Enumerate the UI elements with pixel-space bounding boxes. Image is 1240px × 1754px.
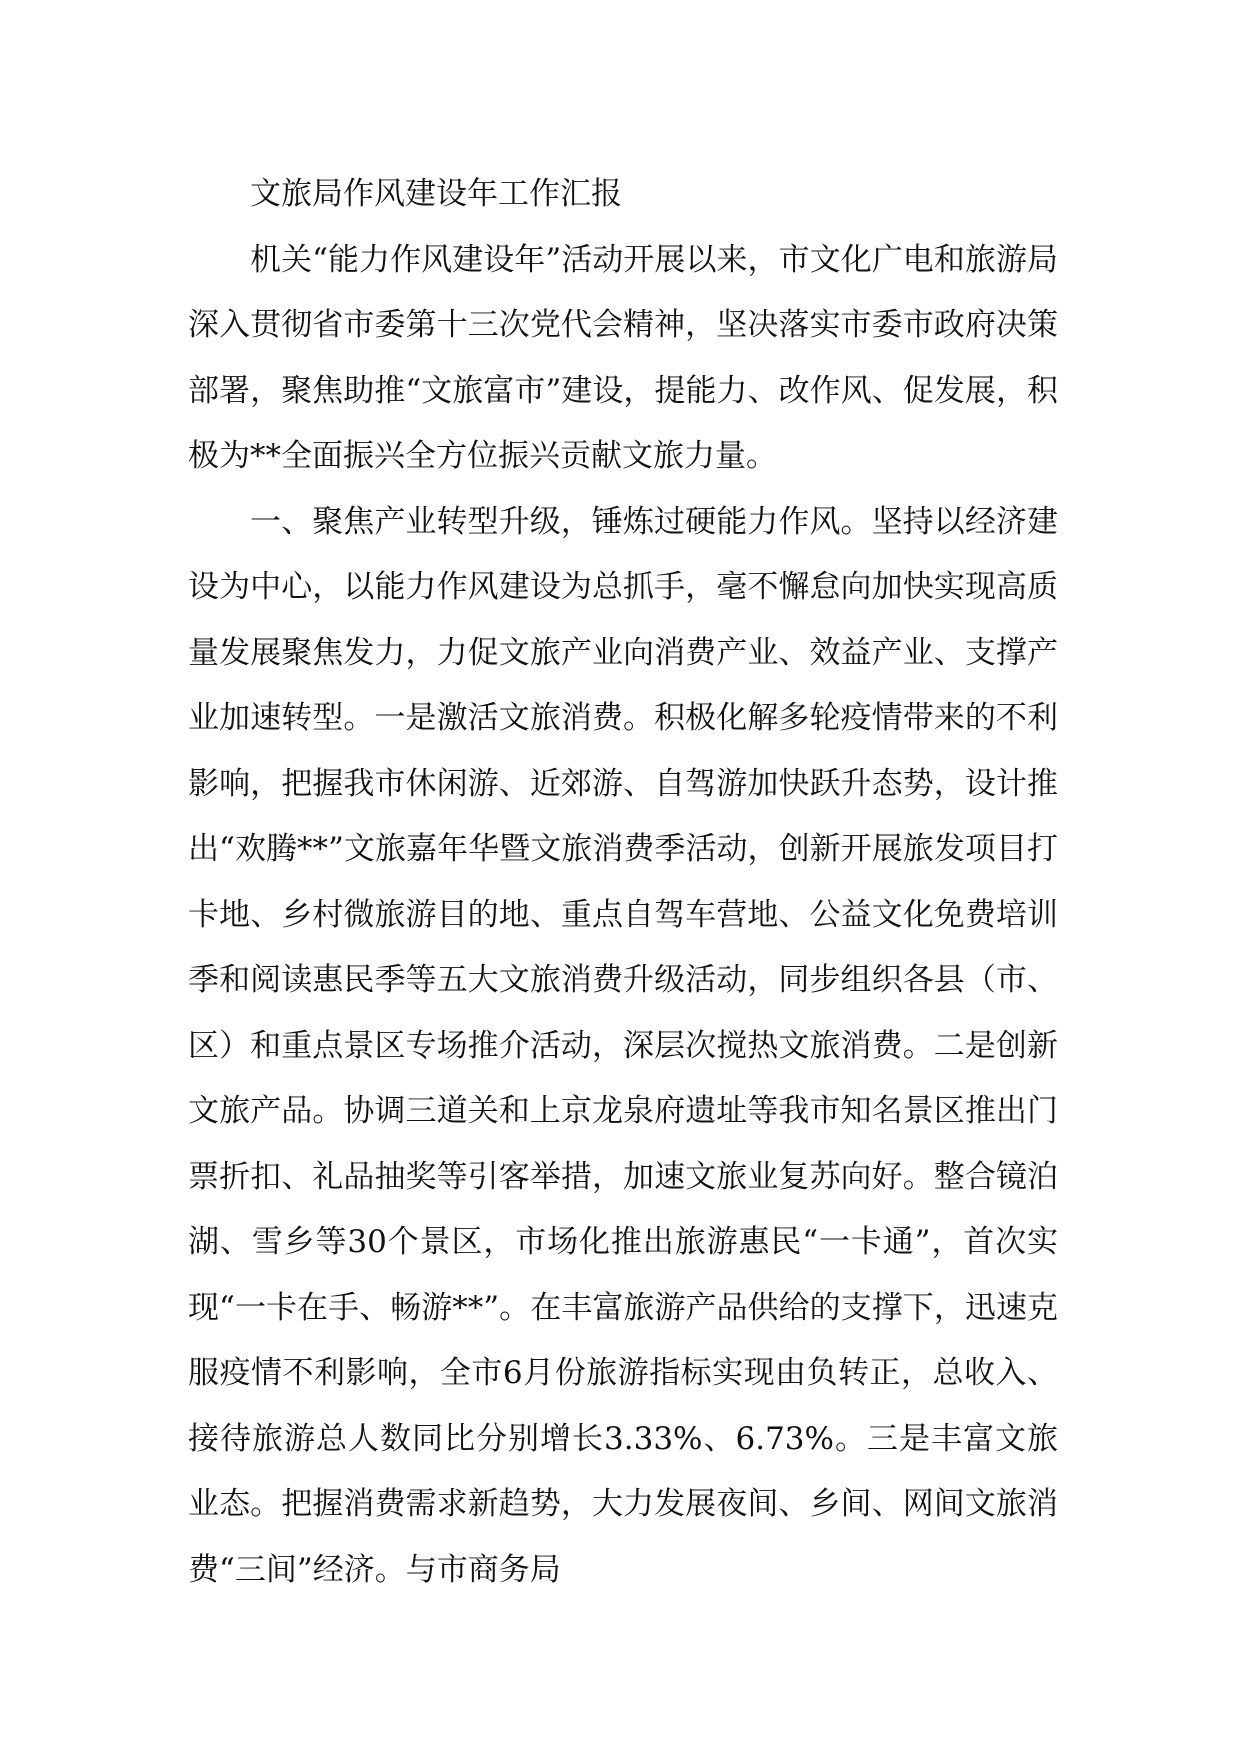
document-title: 文旅局作风建设年工作汇报: [250, 176, 622, 212]
section-one-paragraph: 一、聚焦产业转型升级，锤炼过硬能力作风。坚持以经济建设为中心，以能力作风建设为总抓手，毫不懈怠向加快实现高质量发展聚焦发力，力促文旅产业向消费产业、效益产业、支撑产业加速转型。一是激活文旅消费。积极化解多轮疫情带来的不利影响，把握我市休闲游、近郊游、自驾游加快跃升态势，设计推出“欢腾**”文旅嘉年华暨文旅消费季活动，创新开展旅发项目打卡地、乡村微旅游目的地、重点自驾车营地、公益文化免费培训季和阅读惠民季等五大文旅消费升级活动，同步组织各县（市、区）和重点景区专场推介活动，深层次搅热文旅消费。二是创新文旅产品。协调三道关和上京龙泉府遗址等我市知名景区推出门票折扣、礼品抽奖等引客举措，加速文旅业复苏向好。整合镜泊湖、雪乡等30个景区，市场化推出旅游惠民“一卡通”，首次实现“一卡在手、畅游**”。在丰富旅游产品供给的支撑下，迅速克服疫情不利影响，全市6月份旅游指标实现由负转正，总收入、接待旅游总人数同比分别增长3.33%、6.73%。三是丰富文旅业态。把握消费需求新趋势，大力发展夜间、乡间、网间文旅消费“三间”经济。与市商务局: [188, 503, 1058, 1588]
document-body: [188, 162, 1058, 1603]
intro-paragraph: 机关“能力作风建设年”活动开展以来，市文化广电和旅游局深入贯彻省市委第十三次党代会精神，坚决落实市委市政府决策部署，聚焦助推“文旅富市”建设，提能力、改作风、促发展，积极为**全面振兴全方位振兴贡献文旅力量。: [188, 241, 1058, 474]
